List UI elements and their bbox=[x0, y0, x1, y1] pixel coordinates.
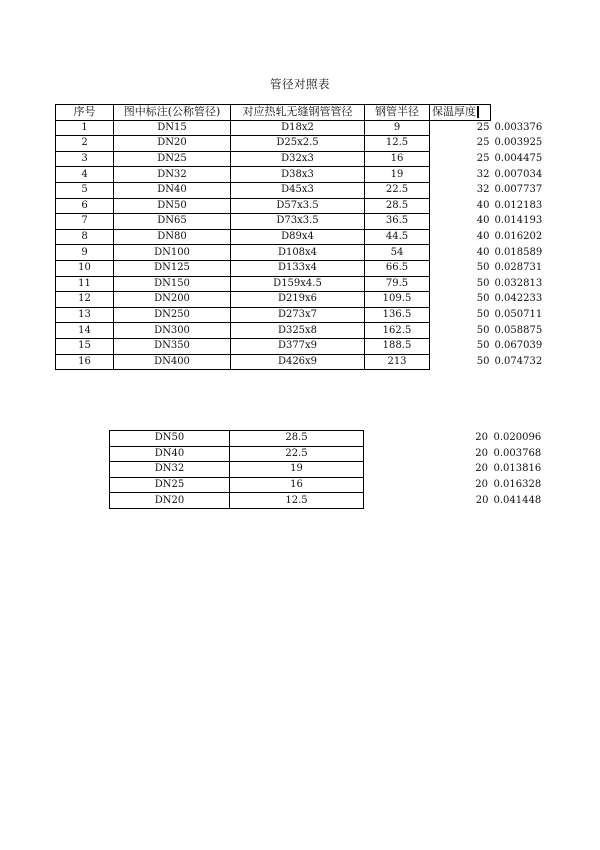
cell-pipe[interactable]: D57x3.5 bbox=[231, 198, 365, 214]
table-row bbox=[56, 198, 551, 214]
table-row bbox=[56, 245, 551, 261]
cell-pipe[interactable]: D426x9 bbox=[231, 354, 365, 370]
cell-pipe[interactable]: D45x3 bbox=[231, 182, 365, 198]
cell-index[interactable]: 5 bbox=[56, 182, 114, 198]
cell-index[interactable]: 10 bbox=[56, 260, 114, 276]
cell-index[interactable]: 3 bbox=[56, 151, 114, 167]
cell-radius[interactable]: 12.5 bbox=[230, 493, 364, 509]
cell-nominal[interactable]: DN32 bbox=[114, 167, 231, 183]
cell-radius[interactable]: 136.5 bbox=[365, 307, 430, 323]
cell-value[interactable]: 0.042233 bbox=[494, 293, 543, 305]
cell-index[interactable]: 16 bbox=[56, 354, 114, 370]
cell-radius[interactable]: 16 bbox=[365, 151, 430, 167]
header-nominal-diameter[interactable]: 图中标注(公称管径) bbox=[114, 105, 231, 121]
cell-index[interactable]: 1 bbox=[56, 120, 114, 136]
cell-nominal[interactable]: DN400 bbox=[114, 354, 231, 370]
table-row bbox=[56, 323, 551, 339]
cell-pipe[interactable]: D89x4 bbox=[231, 229, 365, 245]
table-row bbox=[56, 354, 551, 370]
table-row bbox=[110, 493, 549, 509]
cell-pipe[interactable]: D25x2.5 bbox=[231, 136, 365, 152]
table-header-row bbox=[56, 105, 551, 121]
cell-value[interactable]: 0.013816 bbox=[493, 463, 542, 475]
cell-nominal[interactable]: DN50 bbox=[110, 431, 230, 447]
cell-pipe[interactable]: D219x6 bbox=[231, 292, 365, 308]
cell-index[interactable]: 4 bbox=[56, 167, 114, 183]
table-row bbox=[56, 136, 551, 152]
cell-thickness[interactable]: 50 bbox=[476, 340, 490, 352]
cell-value[interactable]: 0.004475 bbox=[494, 153, 543, 165]
cell-thickness[interactable]: 20 bbox=[475, 494, 489, 506]
cell-thickness[interactable]: 20 bbox=[475, 479, 488, 491]
cell-thickness[interactable]: 50 bbox=[476, 355, 490, 367]
cell-radius[interactable]: 19 bbox=[230, 462, 364, 478]
cell-thickness[interactable]: 50 bbox=[476, 293, 490, 305]
cell-value[interactable]: 0.016202 bbox=[494, 231, 543, 243]
cell-pipe[interactable]: D18x2 bbox=[231, 120, 365, 136]
cell-thickness[interactable]: 20 bbox=[475, 463, 488, 475]
table-row bbox=[56, 229, 551, 245]
cell-nominal[interactable]: DN50 bbox=[114, 198, 231, 214]
cell-pipe[interactable]: D273x7 bbox=[231, 307, 365, 323]
cell-pipe[interactable]: D325x8 bbox=[231, 323, 365, 339]
cell-radius[interactable]: 213 bbox=[365, 354, 430, 370]
cell-thickness[interactable]: 25 bbox=[476, 137, 490, 149]
cell-value[interactable]: 0.058875 bbox=[494, 324, 543, 336]
cell-pipe[interactable]: D38x3 bbox=[231, 167, 365, 183]
table-row bbox=[56, 214, 551, 230]
table-row bbox=[56, 182, 551, 198]
cell-pipe[interactable]: D73x3.5 bbox=[231, 214, 365, 230]
table-row bbox=[56, 260, 551, 276]
cell-value[interactable]: 0.028731 bbox=[494, 262, 543, 274]
cell-value[interactable]: 0.020096 bbox=[493, 432, 542, 444]
table-row bbox=[110, 446, 549, 462]
header-insulation-thickness[interactable]: 保温厚度 bbox=[430, 105, 491, 121]
cell-nominal[interactable]: DN40 bbox=[114, 182, 231, 198]
cell-nominal[interactable]: DN150 bbox=[114, 276, 231, 292]
cell-radius[interactable]: 79.5 bbox=[365, 276, 430, 292]
secondary-table bbox=[109, 430, 549, 509]
cell-thickness[interactable]: 50 bbox=[476, 277, 490, 289]
cell-index[interactable]: 12 bbox=[56, 292, 114, 308]
cell-nominal[interactable]: DN100 bbox=[114, 245, 231, 261]
cell-thickness[interactable]: 50 bbox=[476, 262, 490, 274]
cell-radius[interactable]: 109.5 bbox=[365, 292, 430, 308]
cell-radius[interactable]: 188.5 bbox=[365, 338, 430, 354]
cell-pipe[interactable]: D133x4 bbox=[231, 260, 365, 276]
cell-pipe[interactable]: D377x9 bbox=[231, 338, 365, 354]
cell-pipe[interactable]: D159x4.5 bbox=[231, 276, 365, 292]
cell-nominal[interactable]: DN350 bbox=[114, 338, 231, 354]
cell-nominal[interactable]: DN15 bbox=[114, 120, 231, 136]
cell-thickness[interactable]: 50 bbox=[476, 309, 490, 321]
header-index[interactable]: 序号 bbox=[56, 105, 114, 121]
cell-value[interactable]: 0.003925 bbox=[494, 137, 543, 149]
cell-radius[interactable]: 54 bbox=[365, 245, 430, 261]
cell-value[interactable]: 0.016328 bbox=[493, 479, 542, 491]
cell-thickness[interactable]: 25 bbox=[476, 122, 490, 134]
table-row bbox=[56, 120, 551, 136]
cell-nominal[interactable]: DN65 bbox=[114, 214, 231, 230]
table-row bbox=[56, 338, 551, 354]
cell-value[interactable]: 0.007737 bbox=[494, 184, 543, 196]
cell-index[interactable]: 6 bbox=[56, 198, 114, 214]
cell-radius[interactable]: 28.5 bbox=[365, 198, 430, 214]
cell-thickness[interactable]: 40 bbox=[476, 215, 490, 227]
cell-value[interactable]: 0.041448 bbox=[493, 494, 542, 506]
header-pipe-radius[interactable]: 钢管半径 bbox=[365, 105, 430, 121]
cell-radius[interactable]: 22.5 bbox=[365, 182, 430, 198]
pipe-diameter-table bbox=[55, 104, 551, 370]
cell-nominal[interactable]: DN20 bbox=[110, 493, 230, 509]
cell-index[interactable]: 9 bbox=[56, 245, 114, 261]
cell-nominal[interactable]: DN300 bbox=[114, 323, 231, 339]
cell-index[interactable]: 13 bbox=[56, 307, 114, 323]
cell-nominal[interactable]: DN20 bbox=[114, 136, 231, 152]
cell-thickness[interactable]: 20 bbox=[475, 447, 488, 459]
cell-nominal[interactable]: DN40 bbox=[110, 446, 230, 462]
cell-thickness[interactable]: 32 bbox=[476, 184, 490, 196]
cell-nominal[interactable]: DN32 bbox=[110, 462, 230, 478]
table-row bbox=[56, 151, 551, 167]
table-row bbox=[56, 276, 551, 292]
cell-value[interactable]: 0.007034 bbox=[494, 168, 543, 180]
cell-index[interactable]: 15 bbox=[56, 338, 114, 354]
table-row bbox=[110, 462, 549, 478]
cell-thickness[interactable]: 40 bbox=[476, 199, 490, 211]
cell-radius[interactable]: 66.5 bbox=[365, 260, 430, 276]
cell-nominal[interactable]: DN125 bbox=[114, 260, 231, 276]
table-row bbox=[56, 307, 551, 323]
cell-value[interactable]: 0.074732 bbox=[494, 355, 543, 367]
cell-radius[interactable]: 22.5 bbox=[230, 446, 364, 462]
cell-radius[interactable]: 19 bbox=[365, 167, 430, 183]
cell-thickness[interactable]: 20 bbox=[475, 432, 488, 444]
sheet-title: 管径对照表 bbox=[270, 77, 330, 91]
cell-index[interactable]: 2 bbox=[56, 136, 114, 152]
cell-nominal[interactable]: DN250 bbox=[114, 307, 231, 323]
cell-thickness[interactable]: 50 bbox=[476, 324, 490, 336]
cell-thickness[interactable]: 32 bbox=[476, 168, 490, 180]
cell-index[interactable]: 11 bbox=[56, 276, 114, 292]
header-empty-cell[interactable] bbox=[491, 105, 551, 121]
cell-thickness[interactable]: 25 bbox=[476, 153, 490, 165]
cell-value[interactable]: 0.067039 bbox=[494, 340, 543, 352]
cell-radius[interactable]: 16 bbox=[230, 477, 364, 493]
table-row bbox=[56, 292, 551, 308]
cell-value[interactable]: 0.014193 bbox=[494, 215, 543, 227]
cell-cursor bbox=[477, 106, 479, 118]
header-seamless-pipe[interactable]: 对应热轧无缝钢管管径 bbox=[231, 105, 365, 121]
cell-value[interactable]: 0.012183 bbox=[494, 199, 543, 211]
cell-thickness[interactable]: 40 bbox=[476, 231, 490, 243]
cell-radius[interactable]: 36.5 bbox=[365, 214, 430, 230]
cell-radius[interactable]: 44.5 bbox=[365, 229, 430, 245]
cell-index[interactable]: 7 bbox=[56, 214, 114, 230]
cell-value[interactable]: 0.018589 bbox=[494, 246, 543, 258]
cell-radius[interactable]: 9 bbox=[365, 120, 430, 136]
cell-nominal[interactable]: DN25 bbox=[110, 477, 230, 493]
cell-pipe[interactable]: D32x3 bbox=[231, 151, 365, 167]
cell-nominal[interactable]: DN25 bbox=[114, 151, 231, 167]
cell-value[interactable]: 0.032813 bbox=[494, 277, 543, 289]
table-row bbox=[56, 167, 551, 183]
cell-value[interactable]: 0.003768 bbox=[493, 447, 542, 459]
cell-radius[interactable]: 28.5 bbox=[230, 431, 364, 447]
cell-nominal[interactable]: DN80 bbox=[114, 229, 231, 245]
cell-nominal[interactable]: DN200 bbox=[114, 292, 231, 308]
cell-radius[interactable]: 12.5 bbox=[365, 136, 430, 152]
cell-index[interactable]: 8 bbox=[56, 229, 114, 245]
cell-value[interactable]: 0.050711 bbox=[494, 309, 543, 321]
cell-index[interactable]: 14 bbox=[56, 323, 114, 339]
table-row bbox=[110, 431, 549, 447]
cell-value[interactable]: 0.003376 bbox=[494, 121, 543, 133]
table-row bbox=[110, 477, 549, 493]
cell-pipe[interactable]: D108x4 bbox=[231, 245, 365, 261]
cell-thickness[interactable]: 40 bbox=[476, 246, 490, 258]
cell-radius[interactable]: 162.5 bbox=[365, 323, 430, 339]
